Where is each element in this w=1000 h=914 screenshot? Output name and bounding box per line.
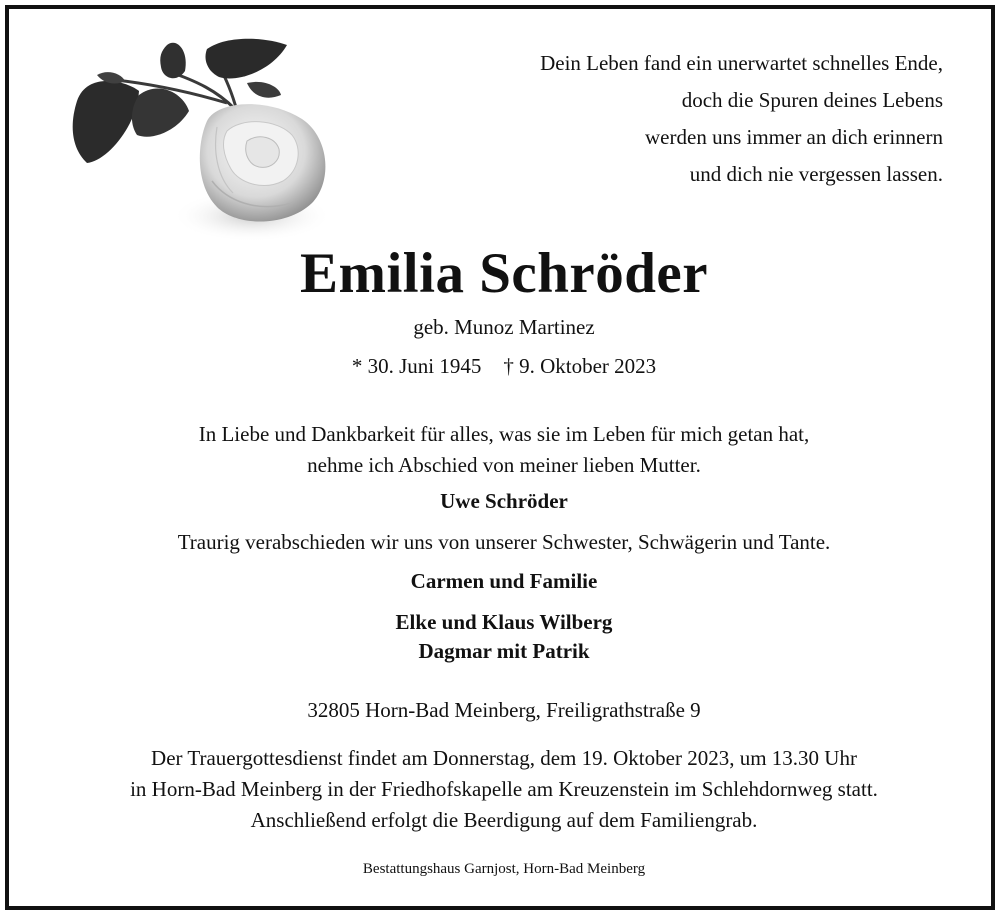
- son-message-line: In Liebe und Dankbarkeit für alles, was sie im Leben für mich getan hat,: [198, 422, 810, 446]
- son-message: [9, 419, 999, 481]
- family-signature: Dagmar mit Patrik: [418, 639, 590, 663]
- death-date: † 9. Oktober 2023: [503, 354, 657, 378]
- undertaker: Bestattungshaus Garnjost, Horn-Bad Meinberg: [362, 861, 646, 877]
- service-line: Anschließend erfolgt die Beerdigung auf dem Familiengrab.: [250, 808, 758, 832]
- maiden-name: geb. Munoz Martinez: [413, 315, 595, 339]
- rose-image: [67, 31, 349, 245]
- family-message: Traurig verabschieden wir uns von unserer Schwester, Schwägerin und Tante.: [177, 530, 831, 554]
- poem: [540, 45, 943, 193]
- family-signature: Elke und Klaus Wilberg: [395, 610, 613, 634]
- service-info: [9, 743, 999, 836]
- birth-date: * 30. Juni 1945: [351, 354, 482, 378]
- deceased-name: Emilia Schröder: [299, 242, 709, 305]
- family-signature: Carmen und Familie: [410, 569, 598, 593]
- poem-line: Dein Leben fand ein unerwartet schnelles Ende,: [540, 51, 943, 75]
- son-signature: Uwe Schröder: [440, 489, 568, 513]
- service-line: Der Trauergottesdienst findet am Donnerstag, dem 19. Oktober 2023, um 13.30 Uhr: [151, 746, 857, 770]
- poem-line: werden uns immer an dich erinnern: [645, 125, 943, 149]
- son-message-line: nehme ich Abschied von meiner lieben Mutter.: [307, 453, 701, 477]
- poem-line: doch die Spuren deines Lebens: [681, 88, 943, 112]
- obituary-frame: [5, 5, 995, 910]
- service-line: in Horn-Bad Meinberg in der Friedhofskapelle am Kreuzenstein im Schlehdornweg statt.: [130, 777, 878, 801]
- life-dates: [9, 354, 999, 379]
- poem-line: und dich nie vergessen lassen.: [689, 162, 943, 186]
- address: 32805 Horn-Bad Meinberg, Freiligrathstraße 9: [307, 698, 701, 722]
